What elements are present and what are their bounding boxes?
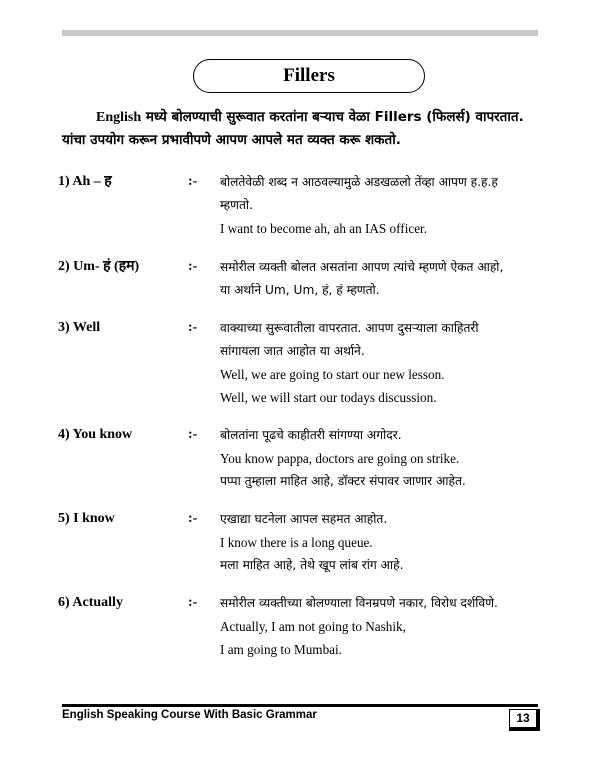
separator: :- xyxy=(188,174,198,189)
explanation-line: समोरील व्यक्तीच्या बोलण्याला विनम्रपणे नकार, विरोध दर्शविणे. xyxy=(220,596,498,610)
filler-term: 4) You know xyxy=(58,427,133,442)
footer-divider xyxy=(62,704,538,707)
filler-term: 6) Actually xyxy=(58,595,123,610)
explanation-line: समोरील व्यक्ती बोलत असतांना आपण त्यांचे म्हणणे ऐकत आहो, xyxy=(220,260,504,274)
explanation-line: म्हणतो. xyxy=(220,198,253,212)
example-line: Well, we will start our todays discussion. xyxy=(220,390,437,405)
separator: :- xyxy=(188,427,198,442)
filler-term: 5) I know xyxy=(58,511,115,526)
explanation-line: बोलतांना पूढचे काहीतरी सांगण्या अगोदर. xyxy=(220,428,402,442)
page-number: 13 xyxy=(509,709,540,731)
filler-explanation xyxy=(220,508,538,577)
filler-explanation xyxy=(220,592,538,661)
example-line: I want to become ah, ah an IAS officer. xyxy=(220,221,428,236)
example-line: Well, we are going to start our new lesson. xyxy=(220,367,445,382)
separator: :- xyxy=(188,595,198,610)
filler-term: 1) Ah – ह xyxy=(58,174,112,189)
separator: :- xyxy=(188,259,198,274)
filler-explanation xyxy=(220,317,538,409)
filler-explanation xyxy=(220,171,538,240)
page-title: Fillers xyxy=(193,59,425,93)
translation-line: पप्पा तुम्हाला माहित आहे, डॉक्टर संपावर जाणार आहेत. xyxy=(220,474,466,488)
example-line: I am going to Mumbai. xyxy=(220,642,342,657)
top-divider xyxy=(62,30,538,36)
example-line: I know there is a long queue. xyxy=(220,535,373,550)
filler-term: 3) Well xyxy=(58,320,101,335)
intro-english-word: English xyxy=(96,110,142,125)
explanation-line: सांगायला जात आहोत या अर्थाने. xyxy=(220,344,365,358)
example-line: Actually, I am not going to Nashik, xyxy=(220,619,406,634)
intro-text: मध्ये बोलण्याची सुरूवात करतांना बऱ्याच वेळा Fillers (फिलर्स) वापरतात. यांचा उपयोग करून प्रभावीपणे आपण आपले मत व्यक्त करू शकतो. xyxy=(62,109,524,148)
footer-book-title: English Speaking Course With Basic Grammar xyxy=(62,709,317,721)
filler-explanation xyxy=(220,256,538,302)
translation-line: मला माहित आहे, तेथे खूप लांब रांग आहे. xyxy=(220,558,404,572)
separator: :- xyxy=(188,320,198,335)
explanation-line: वाक्याच्या सुरूवातीला वापरतात. आपण दुसऱ्याला काहितरी xyxy=(220,321,479,335)
filler-explanation xyxy=(220,424,538,493)
filler-term: 2) Um- हं (हम) xyxy=(58,259,140,274)
intro-paragraph xyxy=(62,106,540,152)
explanation-line: बोलतेवेळी शब्द न आठवल्यामुळे अडखळलो तेंव्हा आपण ह.ह.ह xyxy=(220,175,498,189)
separator: :- xyxy=(188,511,198,526)
explanation-line: एखाद्या घटनेला आपल सहमत आहोत. xyxy=(220,512,388,526)
explanation-line: या अर्थाने Um, Um, हं, हं म्हणतो. xyxy=(220,283,380,297)
example-line: You know pappa, doctors are going on strike. xyxy=(220,451,460,466)
